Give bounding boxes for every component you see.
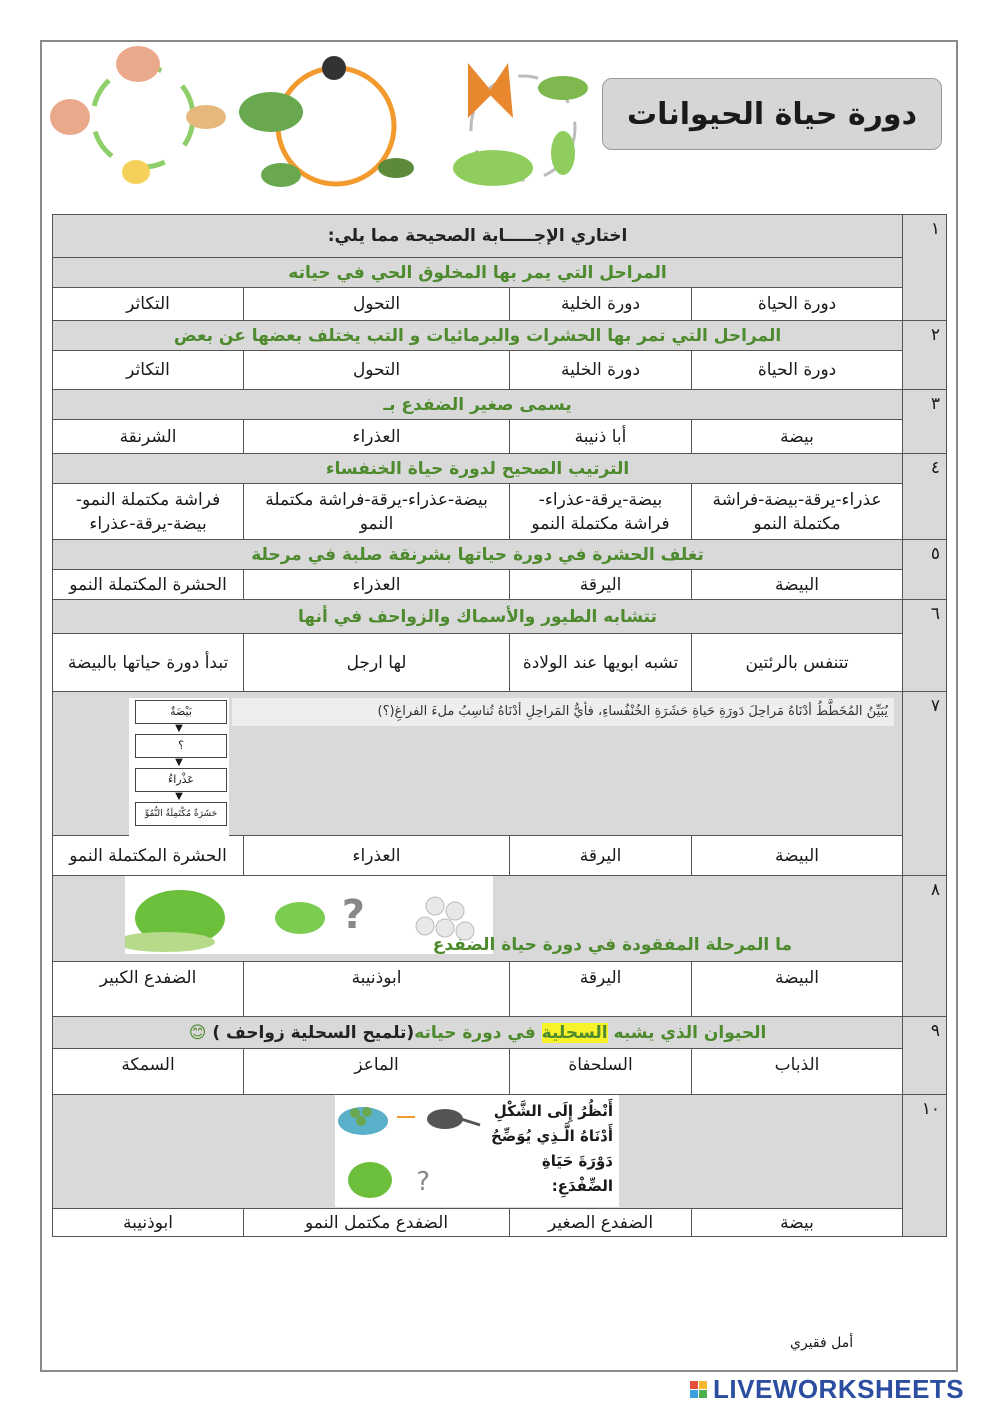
answer-option[interactable]: دورة الخلية bbox=[510, 288, 692, 321]
question-text: يسمى صغير الضفدع بـ bbox=[53, 390, 903, 420]
frog-cycle-icon bbox=[335, 1095, 485, 1207]
author-name: أمل فقيري bbox=[790, 1335, 854, 1351]
answer-option[interactable]: ابوذنيبة bbox=[53, 1209, 244, 1237]
answer-option[interactable]: الضفدع الصغير bbox=[510, 1209, 692, 1237]
svg-text:?: ? bbox=[341, 892, 365, 938]
answer-option[interactable]: البيضة bbox=[692, 836, 903, 876]
answer-option[interactable]: الذباب bbox=[692, 1049, 903, 1095]
question-text: المراحل التي يمر بها المخلوق الحي في حياته bbox=[53, 258, 903, 288]
question-text: تتشابه الطيور والأسماك والزواحف في أنها bbox=[53, 600, 903, 634]
answer-option[interactable]: بيضة-عذراء-يرقة-فراشة مكتملة النمو bbox=[244, 484, 510, 540]
question-number: ٤ bbox=[903, 454, 947, 540]
arrow-down-icon: ▼ bbox=[175, 723, 183, 734]
question-number: ٦ bbox=[903, 600, 947, 692]
question-image-area bbox=[53, 876, 903, 962]
answer-option[interactable]: الحشرة المكتملة النمو bbox=[53, 570, 244, 600]
beetle-flow-diagram bbox=[129, 698, 229, 836]
answer-option[interactable]: ابوذنيبة bbox=[244, 962, 510, 1017]
question-number: ٨ bbox=[903, 876, 947, 1017]
answer-option[interactable]: الشرنقة bbox=[53, 420, 244, 454]
answer-option[interactable]: العذراء bbox=[244, 836, 510, 876]
answer-option[interactable]: التحول bbox=[244, 288, 510, 321]
answer-option[interactable]: الضفدع مكتمل النمو bbox=[244, 1209, 510, 1237]
frog-life-cycle-illustration bbox=[236, 50, 436, 198]
answer-option[interactable]: تشبه ابويها عند الولادة bbox=[510, 634, 692, 692]
answer-option[interactable]: بيضة bbox=[692, 1209, 903, 1237]
brand-name: LIVEWORKSHEETS bbox=[713, 1374, 965, 1404]
arrow-down-icon: ▼ bbox=[175, 757, 183, 768]
answer-option[interactable]: أبا ذنيبة bbox=[510, 420, 692, 454]
question-number: ٥ bbox=[903, 540, 947, 600]
question-text: تغلف الحشرة في دورة حياتها بشرنقة صلبة في مرحلة bbox=[53, 540, 903, 570]
butterfly-life-cycle-illustration bbox=[438, 48, 598, 198]
chicken-life-cycle-illustration bbox=[48, 42, 238, 192]
page-title: دورة حياة الحيوانات bbox=[602, 78, 942, 150]
answer-option[interactable]: البيضة bbox=[692, 570, 903, 600]
question-text: الترتيب الصحيح لدورة حياة الخنفساء bbox=[53, 454, 903, 484]
questions-table bbox=[52, 214, 947, 1237]
answer-option[interactable]: دورة الحياة bbox=[692, 288, 903, 321]
question-text: أَنْظُرُ إِلَى الشَّكْلِ أَدْنَاهُ الَّـذِي يُوَضِّحُ دَوْرَةَ حَيَاةِ الضِّفْدَعِ: bbox=[490, 1102, 613, 1195]
answer-option[interactable]: السمكة bbox=[53, 1049, 244, 1095]
highlighted-word: السحلية bbox=[541, 1022, 608, 1043]
answer-option[interactable]: التحول bbox=[244, 351, 510, 390]
question-text bbox=[53, 1017, 903, 1049]
answer-option[interactable]: الحشرة المكتملة النمو bbox=[53, 836, 244, 876]
answer-option[interactable]: عذراء-يرقة-بيضة-فراشة مكتملة النمو bbox=[692, 484, 903, 540]
frog-cycle-figure bbox=[335, 1095, 619, 1207]
answer-option[interactable]: بيضة bbox=[692, 420, 903, 454]
answer-option[interactable]: تبدأ دورة حياتها بالبيضة bbox=[53, 634, 244, 692]
answer-option[interactable]: تتنفس بالرئتين bbox=[692, 634, 903, 692]
question-number: ١٠ bbox=[903, 1095, 947, 1237]
question-text-part: في دورة حياته bbox=[414, 1022, 542, 1043]
liveworksheets-logo bbox=[690, 1374, 964, 1405]
answer-option[interactable]: العذراء bbox=[244, 420, 510, 454]
answer-option[interactable]: دورة الخلية bbox=[510, 351, 692, 390]
instructions-heading: اختاري الإجـــــابة الصحيحة مما يلي: bbox=[53, 215, 903, 258]
flow-step: حَشَرَةٌ مُكْتَمِلَةُ النُّمُوِّ bbox=[135, 802, 227, 826]
answer-option[interactable]: اليرقة bbox=[510, 836, 692, 876]
answer-option[interactable]: البيضة bbox=[692, 962, 903, 1017]
question-text: ما المرحلة المفقودة في دورة حياة الضفدع bbox=[432, 935, 793, 955]
question-number: ٣ bbox=[903, 390, 947, 454]
question-number: ١ bbox=[903, 215, 947, 321]
hint-text: (تلميح السحلية زواحف ) bbox=[212, 1022, 415, 1043]
arrow-down-icon: ▼ bbox=[175, 791, 183, 802]
question-number: ٢ bbox=[903, 321, 947, 390]
answer-option[interactable]: اليرقة bbox=[510, 570, 692, 600]
flow-step: بَيْضَةٌ bbox=[135, 700, 227, 724]
answer-option[interactable]: التكاثر bbox=[53, 351, 244, 390]
answer-option[interactable]: التكاثر bbox=[53, 288, 244, 321]
answer-option[interactable]: بيضة-يرقة-عذراء-فراشة مكتملة النمو bbox=[510, 484, 692, 540]
flow-step: عَذْراءُ bbox=[135, 768, 227, 792]
answer-option[interactable]: اليرقة bbox=[510, 962, 692, 1017]
question-image-area bbox=[53, 1095, 903, 1209]
smile-emoji-icon: 😊 bbox=[188, 1022, 207, 1043]
question-number: ٧ bbox=[903, 692, 947, 876]
brand-grid-icon bbox=[690, 1381, 707, 1398]
question-text-part: الحيوان الذي يشبه bbox=[607, 1022, 767, 1043]
answer-option[interactable]: الماعز bbox=[244, 1049, 510, 1095]
answer-option[interactable]: دورة الحياة bbox=[692, 351, 903, 390]
question-text: المراحل التي تمر بها الحشرات والبرمائيات و التب يختلف بعضها عن بعض bbox=[53, 321, 903, 351]
flow-step: ؟ bbox=[135, 734, 227, 758]
question-number: ٩ bbox=[903, 1017, 947, 1095]
question-image-area bbox=[53, 692, 903, 836]
question-text: يُبَيِّنُ المُخَطَّطُ أدْنَاهُ مَراحِلَ دَورَةِ حَياةِ حَشَرَةِ الخُنْفُساءِ، فأيُّ المَراحِلِ أدْنَاهُ تُناسِبُ ملءَ الفراغِ(؟) bbox=[232, 698, 894, 726]
answer-option[interactable]: فراشة مكتملة النمو-بيضة-يرقة-عذراء bbox=[53, 484, 244, 540]
answer-option[interactable]: السلحفاة bbox=[510, 1049, 692, 1095]
answer-option[interactable]: الضفدع الكبير bbox=[53, 962, 244, 1017]
answer-option[interactable]: العذراء bbox=[244, 570, 510, 600]
svg-text:?: ? bbox=[416, 1167, 430, 1197]
answer-option[interactable]: لها ارجل bbox=[244, 634, 510, 692]
